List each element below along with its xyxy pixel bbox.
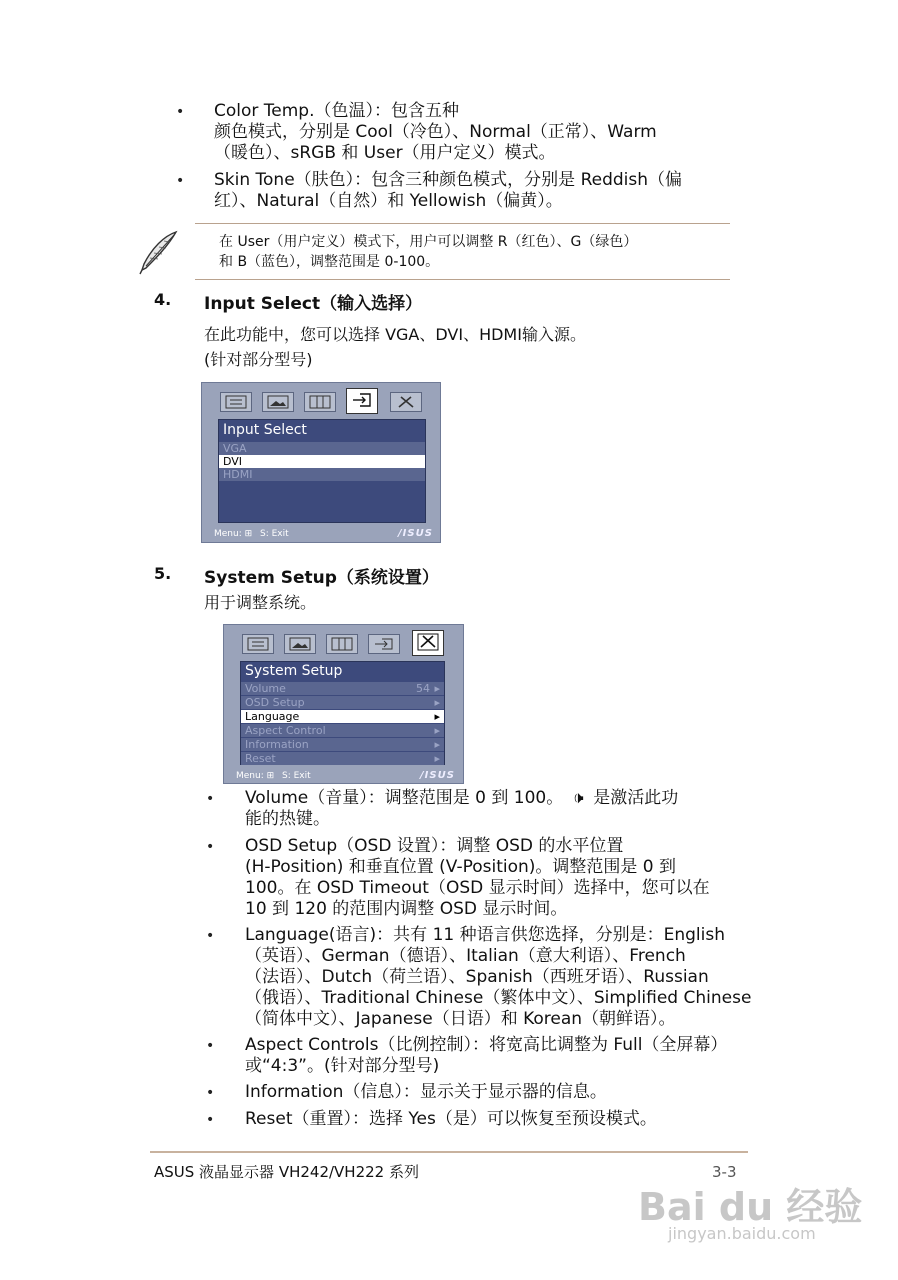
bullet-dot: • xyxy=(206,1085,215,1101)
text-line: （暖色）、sRGB 和 User（用户定义）模式。 xyxy=(214,143,556,163)
section-title: System Setup（系统设置） xyxy=(204,568,439,588)
option-label: VGA xyxy=(223,442,247,455)
asus-logo: /ISUS xyxy=(420,770,455,781)
section-number: 5. xyxy=(154,564,172,583)
aspect-text xyxy=(245,1035,727,1077)
menu-label: Menu: xyxy=(214,529,242,539)
reset-text: Reset（重置）：选择 Yes（是）可以恢复至预设模式。 xyxy=(245,1109,657,1129)
menu-key-icon: ⊞ xyxy=(266,771,275,781)
text-line: 或“4:3”。(针对部分型号) xyxy=(245,1056,440,1076)
tab-splendid[interactable] xyxy=(220,392,252,412)
osd-screen xyxy=(240,661,445,765)
section-title: Input Select（输入选择） xyxy=(204,294,423,314)
option-label: Information xyxy=(245,738,309,751)
skin-tone-text xyxy=(214,170,682,212)
osd-option-hdmi[interactable] xyxy=(219,468,425,481)
text-line: （法语）、Dutch（荷兰语）、Spanish（西班牙语）、Russian xyxy=(245,967,709,987)
text-line: Aspect Controls（比例控制）：将宽高比调整为 Full（全屏幕） xyxy=(245,1035,728,1055)
volume-text xyxy=(245,788,678,830)
footer-rule xyxy=(150,1151,748,1153)
information-text: Information（信息）：显示关于显示器的信息。 xyxy=(245,1082,607,1102)
tab-input-select[interactable] xyxy=(346,388,378,414)
color-bars-icon xyxy=(309,395,331,409)
section-description: 在此功能中，您可以选择 VGA、DVI、HDMI输入源。 xyxy=(204,325,586,344)
list-icon xyxy=(247,637,269,651)
text-segment: Volume（音量）：调整范围是 0 到 100。 xyxy=(245,788,564,808)
tab-color[interactable] xyxy=(326,634,358,654)
osd-option-reset[interactable] xyxy=(241,752,444,765)
option-label: HDMI xyxy=(223,468,253,481)
osd-tab-bar xyxy=(224,625,463,659)
text-line: 能的热键。 xyxy=(245,809,330,829)
option-label: Volume xyxy=(245,682,286,695)
color-bars-icon xyxy=(331,637,353,651)
osd-option-volume[interactable] xyxy=(241,682,444,695)
note-top-rule xyxy=(195,223,730,224)
text-line: 颜色模式，分别是 Cool（冷色）、Normal（正常）、Warm xyxy=(214,122,657,142)
input-icon xyxy=(373,637,395,651)
chevron-right-icon: ▸ xyxy=(434,710,440,723)
text-line: （英语）、German（德语）、Italian（意大利语）、French xyxy=(245,946,686,966)
text-line: 红）、Natural（自然）和 Yellowish（偏黄）。 xyxy=(214,191,563,211)
list-icon xyxy=(225,395,247,409)
picture-icon xyxy=(289,637,311,651)
asus-logo: /ISUS xyxy=(398,528,433,539)
picture-icon xyxy=(267,395,289,409)
tab-splendid[interactable] xyxy=(242,634,274,654)
option-label: OSD Setup xyxy=(245,696,305,709)
option-label: DVI xyxy=(223,455,243,468)
tab-image[interactable] xyxy=(262,392,294,412)
osd-title: System Setup xyxy=(245,663,343,679)
osd-option-dvi[interactable] xyxy=(219,455,425,468)
text-line: OSD Setup（OSD 设置）：调整 OSD 的水平位置 xyxy=(245,836,624,856)
tools-icon xyxy=(417,633,439,651)
text-line: 100。在 OSD Timeout（OSD 显示时间）选择中，您可以在 xyxy=(245,878,710,898)
osd-option-information[interactable] xyxy=(241,738,444,751)
page-number: 3-3 xyxy=(712,1163,737,1181)
tab-system-setup[interactable] xyxy=(412,630,444,656)
menu-label: Menu: xyxy=(236,771,264,781)
osd-footer-exit: S: Exit xyxy=(260,529,289,539)
chevron-right-icon: ▸ xyxy=(434,724,440,737)
text-line: 10 到 120 的范围内调整 OSD 显示时间。 xyxy=(245,899,568,919)
option-value: 54 xyxy=(416,682,430,695)
quill-pen-icon xyxy=(134,228,182,280)
bullet-dot: • xyxy=(206,1112,215,1128)
osd-option-language[interactable] xyxy=(241,710,444,723)
osd-input-select-panel xyxy=(201,382,441,543)
osd-option-aspect-control[interactable] xyxy=(241,724,444,737)
text-line: （俄语）、Traditional Chinese（繁体中文）、Simplified Chinese xyxy=(245,988,752,1008)
osd-system-setup-panel xyxy=(223,624,464,784)
bullet-dot: • xyxy=(206,1038,215,1054)
text-line: 和 B（蓝色），调整范围是 0-100。 xyxy=(219,254,440,270)
watermark-url: jingyan.baidu.com xyxy=(668,1224,816,1243)
chevron-right-icon: ▸ xyxy=(434,752,440,765)
text-line: Color Temp.（色温）：包含五种 xyxy=(214,101,459,121)
bullet-dot: • xyxy=(206,928,215,944)
section-number: 4. xyxy=(154,290,172,309)
language-text xyxy=(245,925,751,1030)
text-line xyxy=(245,788,678,809)
osd-option-vga[interactable] xyxy=(219,442,425,455)
osd-footer-exit: S: Exit xyxy=(282,771,311,781)
osd-title: Input Select xyxy=(223,422,307,438)
bullet-dot: • xyxy=(176,104,185,120)
note-bottom-rule xyxy=(195,279,730,280)
speaker-icon: 🕩 xyxy=(572,788,584,808)
menu-key-icon: ⊞ xyxy=(244,529,253,539)
text-segment: 是激活此功 xyxy=(593,788,679,808)
text-line: （简体中文）、Japanese（日语）和 Korean（朝鲜语）。 xyxy=(245,1009,676,1029)
bullet-dot: • xyxy=(206,791,215,807)
osd-screen xyxy=(218,419,426,523)
text-line: Skin Tone（肤色）：包含三种颜色模式，分别是 Reddish（偏 xyxy=(214,170,683,190)
tab-system-setup[interactable] xyxy=(390,392,422,412)
note-text xyxy=(219,232,637,272)
text-line: Language(语言)：共有 11 种语言供您选择，分别是：English xyxy=(245,925,725,945)
text-line: (H-Position) 和垂直位置 (V-Position)。调整范围是 0 到 xyxy=(245,857,677,877)
section-description: 用于调整系统。 xyxy=(204,593,317,612)
chevron-right-icon: ▸ xyxy=(434,682,440,695)
option-label: Aspect Control xyxy=(245,724,326,737)
chevron-right-icon: ▸ xyxy=(434,696,440,709)
osd-footer-menu xyxy=(214,529,252,539)
text-line: 在 User（用户定义）模式下，用户可以调整 R（红色）、G（绿色） xyxy=(219,234,638,250)
option-label: Language xyxy=(245,710,300,723)
bullet-dot: • xyxy=(176,173,185,189)
color-temp-text xyxy=(214,101,657,164)
tools-icon xyxy=(395,395,417,409)
tab-color[interactable] xyxy=(304,392,336,412)
tab-image[interactable] xyxy=(284,634,316,654)
tab-input-select[interactable] xyxy=(368,634,400,654)
osd-footer-menu xyxy=(236,771,274,781)
model-note: (针对部分型号) xyxy=(204,350,313,369)
input-icon xyxy=(351,391,373,409)
bullet-dot: • xyxy=(206,839,215,855)
osd-tab-bar xyxy=(202,383,440,417)
osd-setup-text xyxy=(245,836,710,920)
osd-option-osd-setup[interactable] xyxy=(241,696,444,709)
chevron-right-icon: ▸ xyxy=(434,738,440,751)
option-label: Reset xyxy=(245,752,276,765)
watermark-logo: Bai du 经验 xyxy=(638,1185,863,1229)
footer-title: ASUS 液晶显示器 VH242/VH222 系列 xyxy=(154,1163,419,1181)
